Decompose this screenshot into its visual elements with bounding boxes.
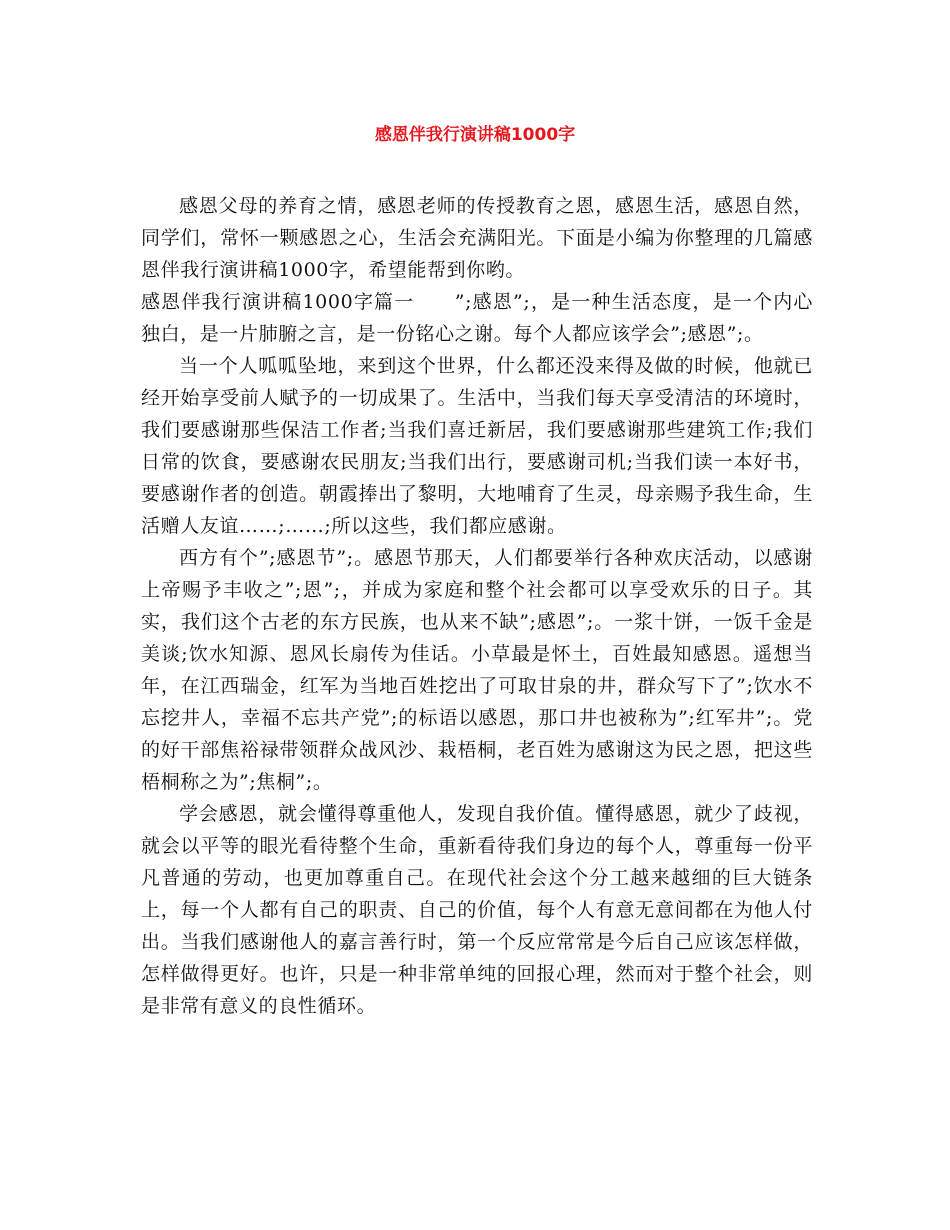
paragraph-body: 学会感恩，就会懂得尊重他人，发现自我价值。懂得感恩，就少了歧视，就会以平等的眼光看待整个生命，重新看待我们身边的每个人，尊重每一份平凡普通的劳动，也更加尊重自己。在现代社会这个分工越来越细的巨大链条上，每一个人都有自己的职责、自己的价值，每个人有意无意间都在为他人付出。当我们感谢他人的嘉言善行时，第一个反应常常是今后自己应该怎样做，怎样做得更好。也许，只是一种非常单纯的回报心理，然而对于整个社会，则是非常有意义的良性循环。 — [141, 803, 813, 1017]
paragraph-body: 西方有个”;感恩节”;。感恩节那天，人们都要举行各种欢庆活动，以感谢上帝赐予丰收之”;恩”;，并成为家庭和整个社会都可以享受欢乐的日子。其实，我们这个古老的东方民族，也从来不缺”;感恩”;。一浆十饼，一饭千金是美谈;饮水知源、恩风长扇传为佳话。小草最是怀土，百姓最知感恩。遥想当年，在江西瑞金，红军为当地百姓挖出了可取甘泉的井，群众写下了”;饮水不忘挖井人，幸福不忘共产党”;的标语以感恩，那口井也被称为”;红军井”;。党的好干部焦裕禄带领群众战风沙、栽梧桐，老百姓为感谢这为民之恩，把这些梧桐称之为”;焦桐”;。 — [141, 547, 813, 793]
paragraph-body: 当一个人呱呱坠地，来到这个世界，什么都还没来得及做的时候，他就已经开始享受前人赋予的一切成果了。生活中，当我们每天享受清洁的环境时，我们要感谢那些保洁工作者;当我们喜迁新居，我们要感谢那些建筑工作;我们日常的饮食，要感谢农民朋友;当我们出行，要感谢司机;当我们读一本好书，要感谢作者的创造。朝霞捧出了黎明，大地哺育了生灵，母亲赐予我生命，生活赠人友谊……;……;所以这些，我们都应感谢。 — [141, 355, 813, 537]
paragraph-intro: 感恩父母的养育之情，感恩老师的传授教育之恩，感恩生活，感恩自然，同学们，常怀一颗感恩之心，生活会充满阳光。下面是小编为你整理的几篇感恩伴我行演讲稿1000字，希望能帮到你哟。 — [141, 195, 813, 281]
page-title: 感恩伴我行演讲稿1000字 — [374, 125, 576, 145]
paragraph-section-heading: 感恩伴我行演讲稿1000字篇一 ”;感恩”;，是一种生活态度，是一个内心独白，是一片肺腑之言，是一份铭心之谢。每个人都应该学会”;感恩”;。 — [141, 291, 813, 345]
document-body — [141, 190, 813, 1022]
